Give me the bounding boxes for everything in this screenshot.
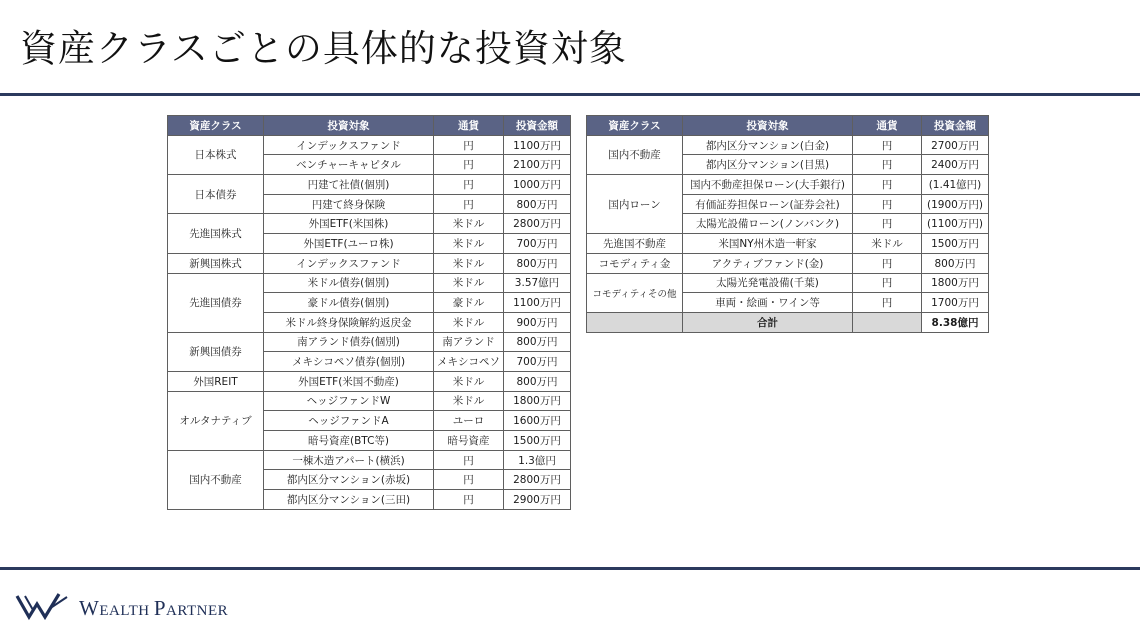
target-cell: 外国ETF(米国不動産) (264, 371, 434, 391)
asset-class-cell: 先進国債券 (168, 273, 264, 332)
target-cell: 外国ETF(ユーロ株) (264, 234, 434, 254)
amount-cell: 700万円 (504, 352, 571, 372)
target-cell: 有価証券担保ローン(証券会社) (683, 194, 853, 214)
asset-class-cell: 先進国不動産 (587, 234, 683, 254)
amount-cell: 1100万円 (504, 293, 571, 313)
currency-cell: 円 (853, 253, 922, 273)
total-amount: 8.38億円 (922, 312, 989, 332)
currency-cell: 円 (853, 194, 922, 214)
amount-cell: 800万円 (504, 194, 571, 214)
currency-cell: 米ドル (434, 391, 504, 411)
asset-class-cell: 外国REIT (168, 371, 264, 391)
asset-class-cell: 国内ローン (587, 175, 683, 234)
currency-cell: 円 (434, 470, 504, 490)
table-row (587, 253, 989, 273)
currency-cell: 円 (434, 450, 504, 470)
target-cell: 豪ドル債券(個別) (264, 293, 434, 313)
target-cell: 米ドル終身保険解約返戻金 (264, 312, 434, 332)
table-row (168, 253, 571, 273)
table-row (587, 273, 989, 293)
target-cell: 南アランド債券(個別) (264, 332, 434, 352)
target-cell: ヘッジファンドW (264, 391, 434, 411)
total-label: 合計 (683, 312, 853, 332)
amount-cell: 1500万円 (504, 431, 571, 451)
title-divider (0, 93, 1140, 96)
table-row (168, 214, 571, 234)
target-cell: 都内区分マンション(目黒) (683, 155, 853, 175)
currency-cell: 米ドル (434, 273, 504, 293)
amount-cell: 2700万円 (922, 135, 989, 155)
asset-class-cell: 新興国債券 (168, 332, 264, 371)
amount-cell: 700万円 (504, 234, 571, 254)
target-cell: 暗号資産(BTC等) (264, 431, 434, 451)
table-row (168, 371, 571, 391)
target-cell: メキシコペソ債券(個別) (264, 352, 434, 372)
currency-cell: 円 (434, 175, 504, 195)
amount-cell: (1100万円) (922, 214, 989, 234)
amount-cell: (1.41億円) (922, 175, 989, 195)
currency-cell: ユーロ (434, 411, 504, 431)
amount-cell: 2800万円 (504, 214, 571, 234)
amount-cell: 1000万円 (504, 175, 571, 195)
currency-cell: 米ドル (434, 234, 504, 254)
target-cell: ヘッジファンドA (264, 411, 434, 431)
asset-class-cell: コモディティ金 (587, 253, 683, 273)
amount-cell: 800万円 (922, 253, 989, 273)
asset-class-cell: コモディティその他 (587, 273, 683, 312)
table-row (168, 175, 571, 195)
currency-cell: 暗号資産 (434, 431, 504, 451)
amount-cell: 2800万円 (504, 470, 571, 490)
currency-cell: 米ドル (434, 253, 504, 273)
page-title: 資産クラスごとの具体的な投資対象 (20, 27, 627, 70)
amount-cell: 1100万円 (504, 135, 571, 155)
amount-cell: 2100万円 (504, 155, 571, 175)
right-investment-table (586, 115, 989, 333)
header-currency: 通貨 (434, 116, 504, 136)
amount-cell: 1700万円 (922, 293, 989, 313)
header-target: 投資対象 (683, 116, 853, 136)
table-row (168, 391, 571, 411)
target-cell: 都内区分マンション(三田) (264, 490, 434, 510)
asset-class-cell: 日本債券 (168, 175, 264, 214)
table-row (168, 450, 571, 470)
total-blank-cell (587, 312, 683, 332)
header-amount: 投資金額 (922, 116, 989, 136)
amount-cell: 2400万円 (922, 155, 989, 175)
amount-cell: 1.3億円 (504, 450, 571, 470)
currency-cell: 円 (434, 490, 504, 510)
target-cell: 円建て社債(個別) (264, 175, 434, 195)
target-cell: 太陽光発電設備(千葉) (683, 273, 853, 293)
target-cell: ベンチャーキャピタル (264, 155, 434, 175)
wealth-partner-logo-icon (15, 591, 75, 621)
footer-divider (0, 567, 1140, 570)
amount-cell: 800万円 (504, 332, 571, 352)
currency-cell: 円 (434, 135, 504, 155)
currency-cell: 米ドル (434, 214, 504, 234)
target-cell: 外国ETF(米国株) (264, 214, 434, 234)
target-cell: 都内区分マンション(赤坂) (264, 470, 434, 490)
currency-cell: 円 (853, 175, 922, 195)
target-cell: 円建て終身保険 (264, 194, 434, 214)
target-cell: 国内不動産担保ローン(大手銀行) (683, 175, 853, 195)
currency-cell: 豪ドル (434, 293, 504, 313)
amount-cell: 3.57億円 (504, 273, 571, 293)
target-cell: 米国NY州木造一軒家 (683, 234, 853, 254)
header-target: 投資対象 (264, 116, 434, 136)
table-row (587, 175, 989, 195)
asset-class-cell: オルタナティブ (168, 391, 264, 450)
header-amount: 投資金額 (504, 116, 571, 136)
asset-class-cell: 国内不動産 (587, 135, 683, 174)
target-cell: 米ドル債券(個別) (264, 273, 434, 293)
currency-cell: 米ドル (434, 371, 504, 391)
amount-cell: 1800万円 (922, 273, 989, 293)
left-investment-table (167, 115, 571, 510)
amount-cell: 800万円 (504, 371, 571, 391)
currency-cell: 米ドル (434, 312, 504, 332)
amount-cell: 800万円 (504, 253, 571, 273)
target-cell: 車両・絵画・ワイン等 (683, 293, 853, 313)
currency-cell: 円 (853, 273, 922, 293)
header-asset-class: 資産クラス (587, 116, 683, 136)
amount-cell: 900万円 (504, 312, 571, 332)
currency-cell: 円 (853, 135, 922, 155)
target-cell: アクティブファンド(金) (683, 253, 853, 273)
target-cell: 太陽光設備ローン(ノンバンク) (683, 214, 853, 234)
table-header-row (587, 116, 989, 136)
asset-class-cell: 国内不動産 (168, 450, 264, 509)
currency-cell: 米ドル (853, 234, 922, 254)
asset-class-cell: 日本株式 (168, 135, 264, 174)
target-cell: 都内区分マンション(白金) (683, 135, 853, 155)
currency-cell: 円 (853, 155, 922, 175)
table-row (587, 234, 989, 254)
asset-class-cell: 先進国株式 (168, 214, 264, 253)
amount-cell: 1800万円 (504, 391, 571, 411)
amount-cell: 2900万円 (504, 490, 571, 510)
table-header-row (168, 116, 571, 136)
target-cell: インデックスファンド (264, 253, 434, 273)
target-cell: 一棟木造アパート(横浜) (264, 450, 434, 470)
currency-cell: 円 (434, 155, 504, 175)
header-asset-class: 資産クラス (168, 116, 264, 136)
currency-cell: 円 (853, 214, 922, 234)
currency-cell: 円 (434, 194, 504, 214)
currency-cell: メキシコペソ (434, 352, 504, 372)
amount-cell: 1500万円 (922, 234, 989, 254)
brand-name: WEALTH PARTNER (79, 596, 229, 620)
total-blank-cell (853, 312, 922, 332)
header-currency: 通貨 (853, 116, 922, 136)
amount-cell: (1900万円) (922, 194, 989, 214)
table-row (587, 135, 989, 155)
table-row (168, 273, 571, 293)
currency-cell: 円 (853, 293, 922, 313)
amount-cell: 1600万円 (504, 411, 571, 431)
table-row (168, 135, 571, 155)
total-row (587, 312, 989, 332)
table-row (168, 332, 571, 352)
asset-class-cell: 新興国株式 (168, 253, 264, 273)
target-cell: インデックスファンド (264, 135, 434, 155)
currency-cell: 南アランド (434, 332, 504, 352)
